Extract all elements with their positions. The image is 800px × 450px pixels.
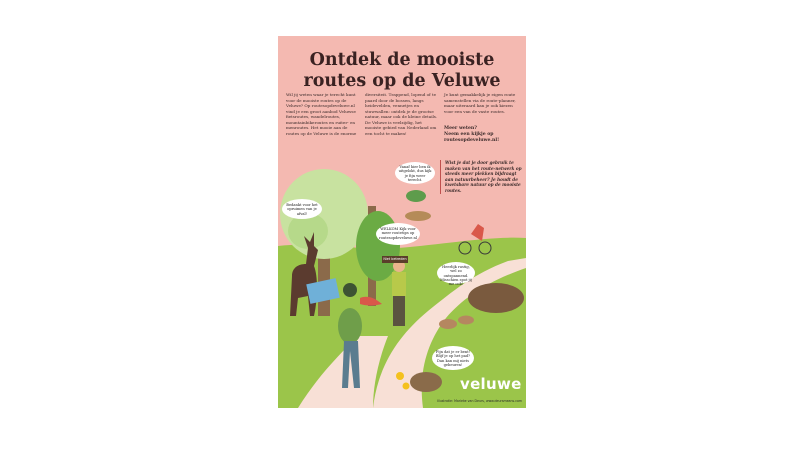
poster-title	[278, 50, 526, 92]
poster	[278, 36, 526, 408]
flower	[396, 372, 404, 380]
boar	[468, 283, 524, 313]
bubble-ranger-text: WELKOM Kijk voor meer routetips op routesopdeveluwe.nl	[379, 227, 417, 240]
sign-text: Niet betreden	[383, 257, 407, 261]
bubble-hedgehog-text: Fijn dat je er bent! Blijf je op het pad? Dan kan mij niets gebeuren!	[435, 350, 471, 367]
tree2-crown	[356, 211, 400, 281]
nest	[405, 211, 431, 221]
ranger-body	[392, 272, 406, 296]
body-column-1: Wil jij weten waar je terecht kunt voor de mooiste routes op de Veluwe? Op routesopdeveluwe.nl vind je een groot aanbod Veluwse fietsroutes, wandelroutes, mountainbikeroutes en ruiter- en menroutes. Het mooie aan de routes op de Veluwe is de enorme	[286, 92, 357, 136]
bubble-bird-text: Vanaf hier ben ik uitgelokt, dus kijk je fijn weer terecht.	[398, 165, 432, 182]
hedgehog	[410, 372, 442, 392]
ranger-legs	[393, 296, 405, 326]
cta-line-1: Meer weten?	[444, 126, 477, 131]
info-box: Wist je dat je door gebruik te maken van het route-netwerk op steeds meer plekken bijdraagt aan natuurbeheer? Je houdt de kwetsbare natuur op de mooiste routes.	[440, 160, 525, 194]
bubble-deer-text: Bedankt voor het opruimen van je afval!	[286, 203, 318, 216]
hiker-head	[343, 283, 357, 297]
body-column-3: Je kunt gemakkelijk je eigen route samenstellen via de route-planner, maar uiteraard kan je ook kiezen voor een van de vaste routes.	[444, 92, 516, 114]
bubble-boar-text: Heerlijk rustig, wel zo ontspannend. Misschien spot jij me ook!	[440, 265, 472, 287]
cta-line-2: Neem een kijkje op	[444, 131, 494, 137]
cta-link[interactable]: routesopdeveluwe.nl!	[444, 137, 500, 143]
call-to-action	[444, 126, 522, 143]
hiker-backpack	[338, 308, 362, 344]
title-line-2: routes op de Veluwe	[303, 71, 501, 91]
bird	[406, 190, 426, 202]
illustration-credit: Illustratie: Marieke van Deurs, www.deursmeans.com	[437, 399, 522, 403]
title-line-1: Ontdek de mooiste	[309, 50, 495, 70]
piglet2	[458, 316, 474, 325]
body-column-2: diversiteit. Trappend, lopend of te paard door de bossen, langs heidevelden, vennetjes en stuwwallen: ontdek je de grootse natuur, maar ook de kleine details. De Veluwe is veelzijdig, het mooiste gebied van Nederland om een tocht te maken!	[365, 92, 438, 136]
cyclist	[471, 224, 484, 241]
veluwe-logo: veluwe	[460, 375, 522, 393]
piglet1	[439, 319, 457, 329]
